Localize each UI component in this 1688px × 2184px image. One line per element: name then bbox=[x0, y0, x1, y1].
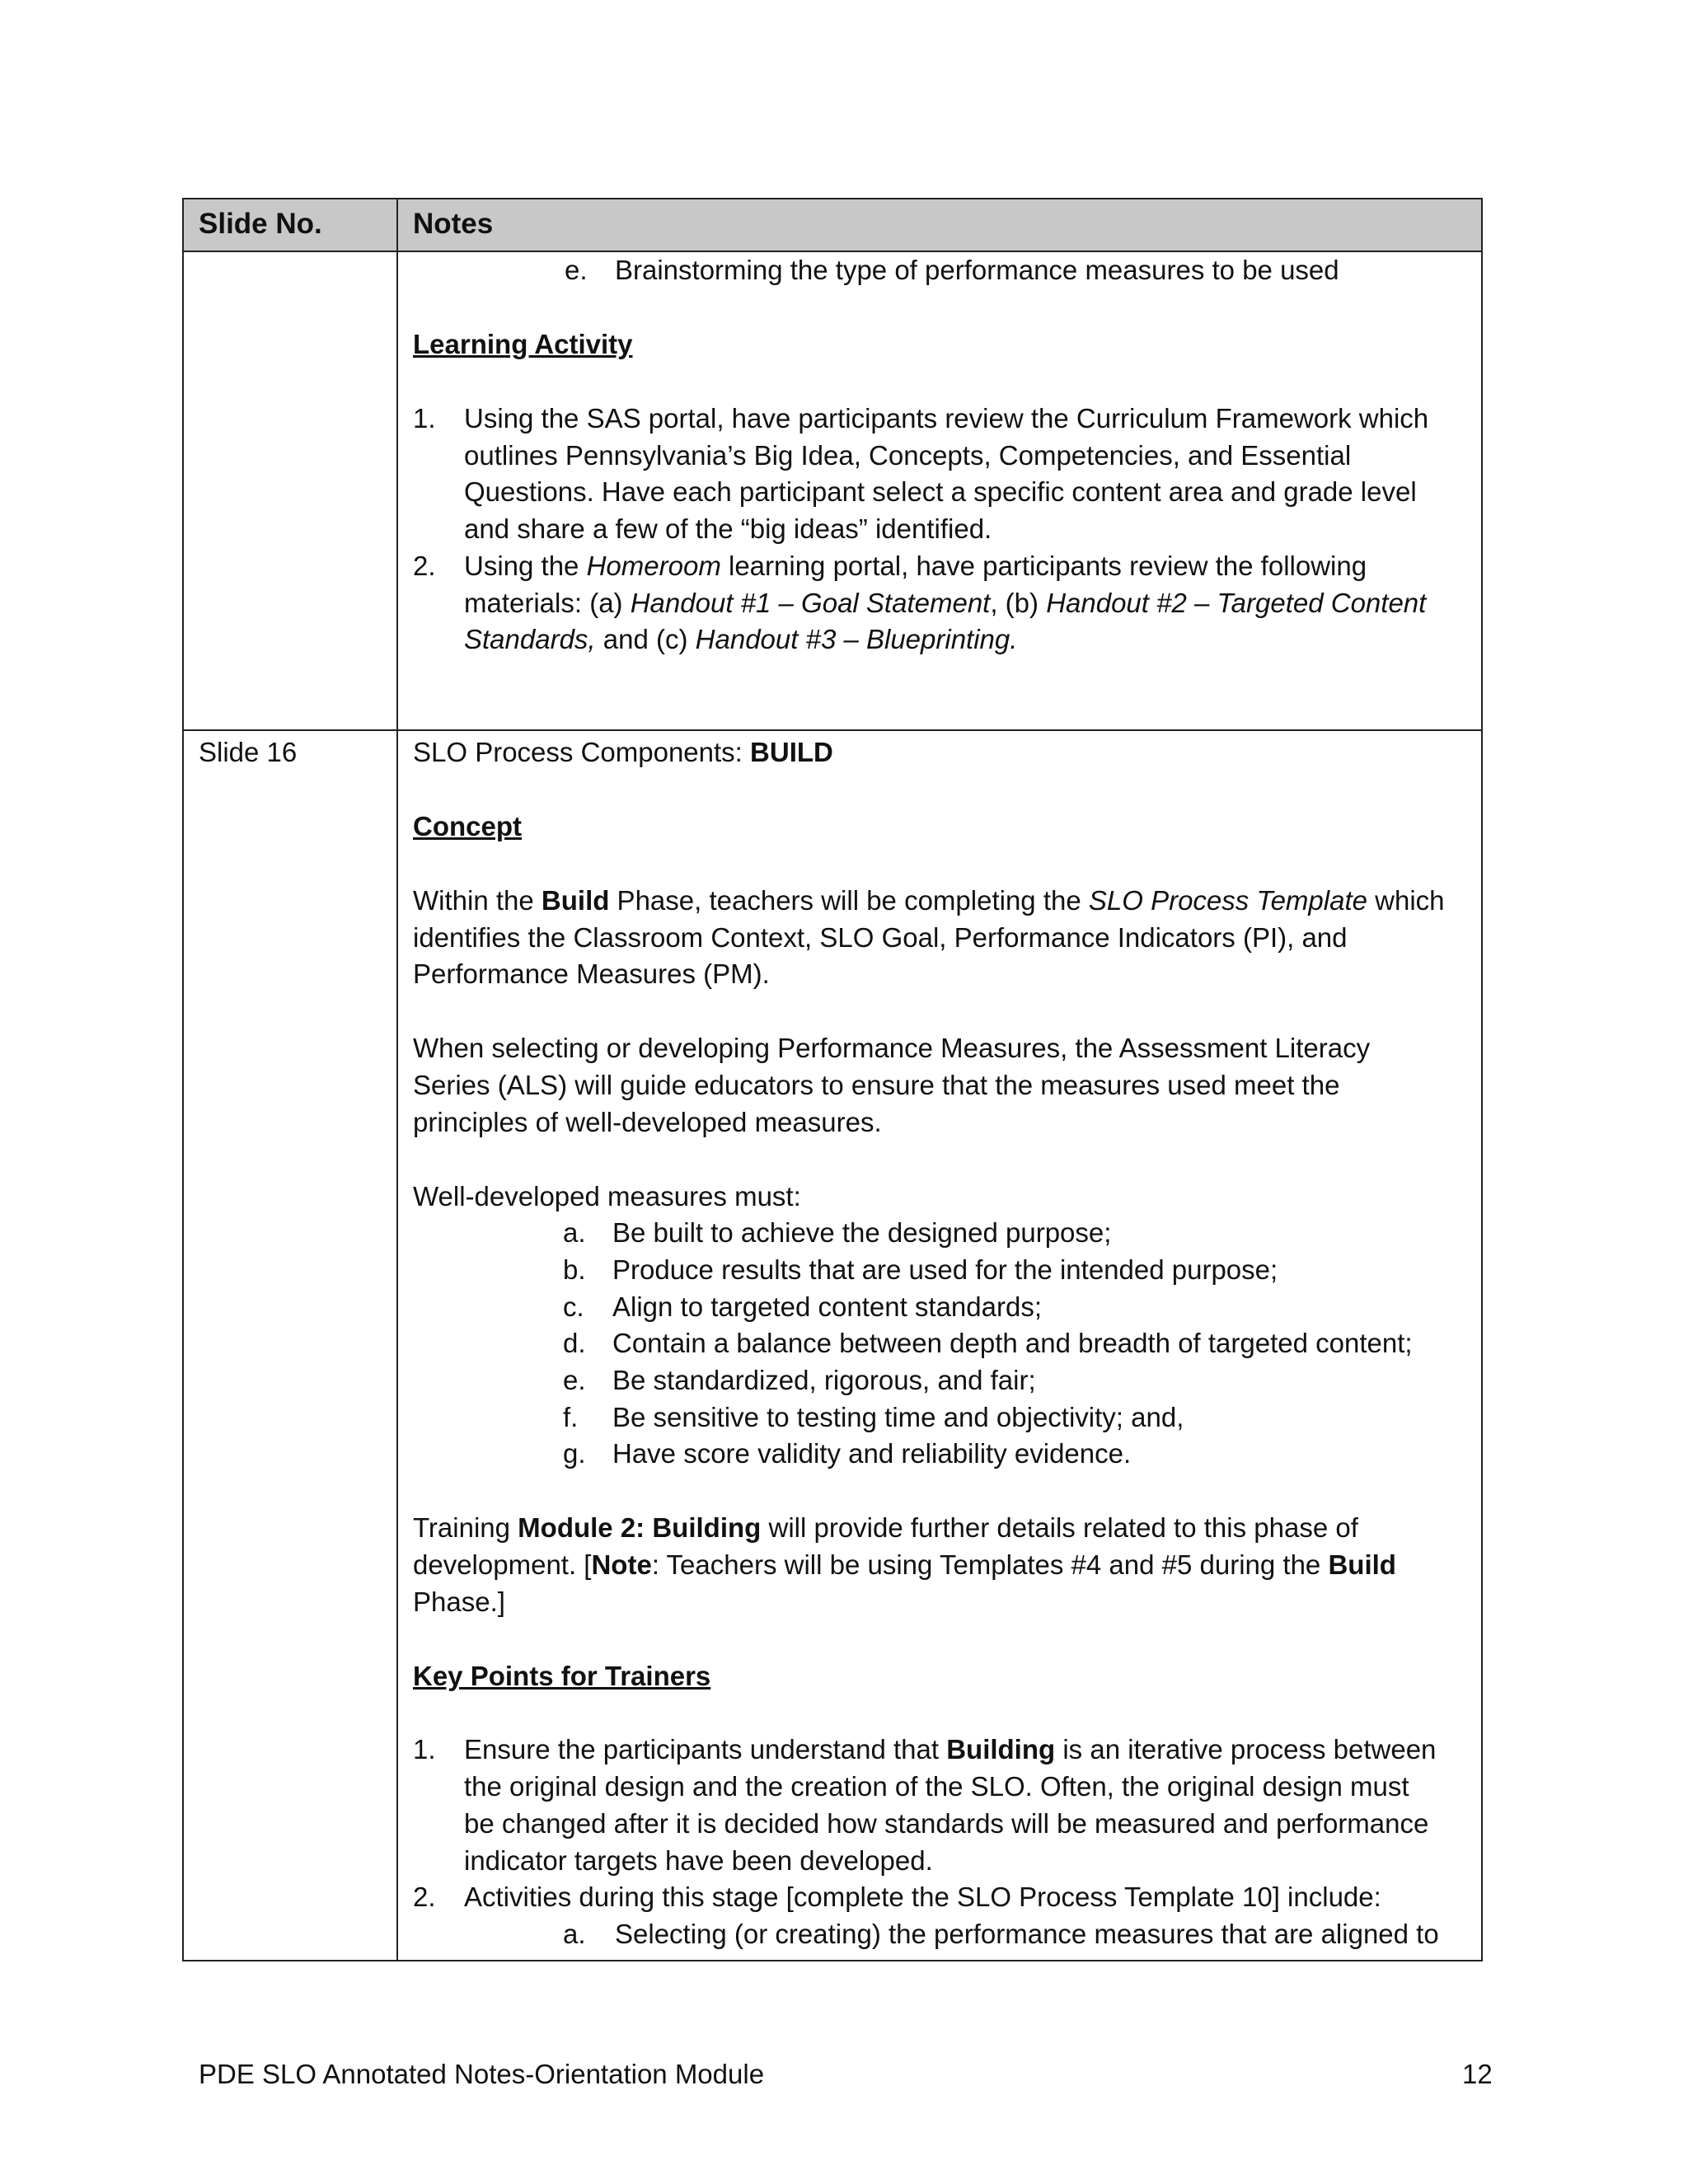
activity-2-line: Using the Homeroom learning portal, have participants review the following bbox=[464, 551, 1367, 581]
activity-2-line: Standards, and (c) Handout #3 – Blueprinting. bbox=[464, 624, 1018, 654]
activity-1-num: 1. bbox=[413, 403, 436, 434]
key-point-2-line: Activities during this stage [complete the SLO Process Template 10] include: bbox=[464, 1882, 1381, 1912]
training-paragraph-line: development. [Note: Teachers will be using Templates #4 and #5 during the Build bbox=[413, 1549, 1396, 1580]
row1-slide-cell bbox=[182, 251, 398, 731]
key-point-2-sub-text: Selecting (or creating) the performance measures that are aligned to bbox=[615, 1919, 1439, 1949]
activity-1-line: Questions. Have each participant select a specific content area and grade level bbox=[464, 476, 1417, 507]
learning-activity-heading: Learning Activity bbox=[413, 329, 633, 359]
header-notes: Notes bbox=[396, 198, 1483, 252]
key-point-1-line: Ensure the participants understand that Building is an iterative process between bbox=[464, 1734, 1437, 1765]
measure-text: Align to targeted content standards; bbox=[612, 1291, 1043, 1322]
measure-text: Produce results that are used for the intended purpose; bbox=[612, 1254, 1278, 1285]
concept-paragraph-line: Within the Build Phase, teachers will be completing the SLO Process Template which bbox=[413, 885, 1445, 916]
concept-paragraph-line: identifies the Classroom Context, SLO Goal, Performance Indicators (PI), and bbox=[413, 922, 1348, 953]
key-point-1-line: indicator targets have been developed. bbox=[464, 1845, 933, 1876]
measures-paragraph-line: When selecting or developing Performance Measures, the Assessment Literacy bbox=[413, 1033, 1371, 1063]
training-paragraph-line: Training Module 2: Building will provide further details related to this phase of bbox=[413, 1512, 1358, 1543]
measure-text: Contain a balance between depth and breadth of targeted content; bbox=[612, 1328, 1413, 1358]
measure-letter: g. bbox=[563, 1438, 586, 1469]
training-paragraph-line: Phase.] bbox=[413, 1586, 505, 1617]
measure-letter: f. bbox=[563, 1402, 579, 1432]
key-point-1-num: 1. bbox=[413, 1734, 436, 1765]
measure-letter: a. bbox=[563, 1217, 586, 1248]
measure-text: Be standardized, rigorous, and fair; bbox=[612, 1365, 1036, 1395]
activity-1-line: outlines Pennsylvania’s Big Idea, Concepts, Competencies, and Essential bbox=[464, 440, 1352, 471]
footer-title: PDE SLO Annotated Notes-Orientation Module bbox=[199, 2059, 765, 2089]
page-number: 12 bbox=[1462, 2059, 1493, 2089]
measure-text: Have score validity and reliability evidence. bbox=[612, 1438, 1132, 1469]
key-point-2-num: 2. bbox=[413, 1882, 436, 1912]
activity-1-line: Using the SAS portal, have participants review the Curriculum Framework which bbox=[464, 403, 1429, 434]
slide-16-title: SLO Process Components: BUILD bbox=[413, 737, 833, 767]
header-slide-no: Slide No. bbox=[182, 198, 398, 252]
concept-paragraph-line: Performance Measures (PM). bbox=[413, 958, 770, 989]
measure-letter: b. bbox=[563, 1254, 586, 1285]
activity-2-num: 2. bbox=[413, 551, 436, 581]
measures-paragraph-line: principles of well-developed measures. bbox=[413, 1107, 882, 1137]
measure-letter: e. bbox=[563, 1365, 586, 1395]
measure-text: Be built to achieve the designed purpose; bbox=[612, 1217, 1112, 1248]
slide-16-label: Slide 16 bbox=[199, 737, 298, 767]
row2-slide-cell bbox=[182, 729, 398, 1961]
measure-letter: d. bbox=[563, 1328, 586, 1358]
measure-text: Be sensitive to testing time and objectivity; and, bbox=[612, 1402, 1184, 1432]
activity-2-line: materials: (a) Handout #1 – Goal Statement, (b) Handout #2 – Targeted Content bbox=[464, 588, 1427, 618]
measure-letter: c. bbox=[563, 1291, 584, 1322]
item-e-text: Brainstorming the type of performance measures to be used bbox=[615, 255, 1339, 285]
item-e-letter: e. bbox=[565, 255, 588, 285]
key-points-heading: Key Points for Trainers bbox=[413, 1661, 711, 1691]
key-point-2-sub-letter: a. bbox=[563, 1919, 586, 1949]
measures-paragraph-line: Series (ALS) will guide educators to ensure that the measures used meet the bbox=[413, 1070, 1340, 1100]
key-point-1-line: the original design and the creation of the SLO. Often, the original design must bbox=[464, 1771, 1409, 1802]
concept-heading: Concept bbox=[413, 811, 522, 841]
activity-1-line: and share a few of the “big ideas” identified. bbox=[464, 513, 992, 544]
measures-intro: Well-developed measures must: bbox=[413, 1181, 801, 1212]
key-point-1-line: be changed after it is decided how standards will be measured and performance bbox=[464, 1808, 1429, 1839]
